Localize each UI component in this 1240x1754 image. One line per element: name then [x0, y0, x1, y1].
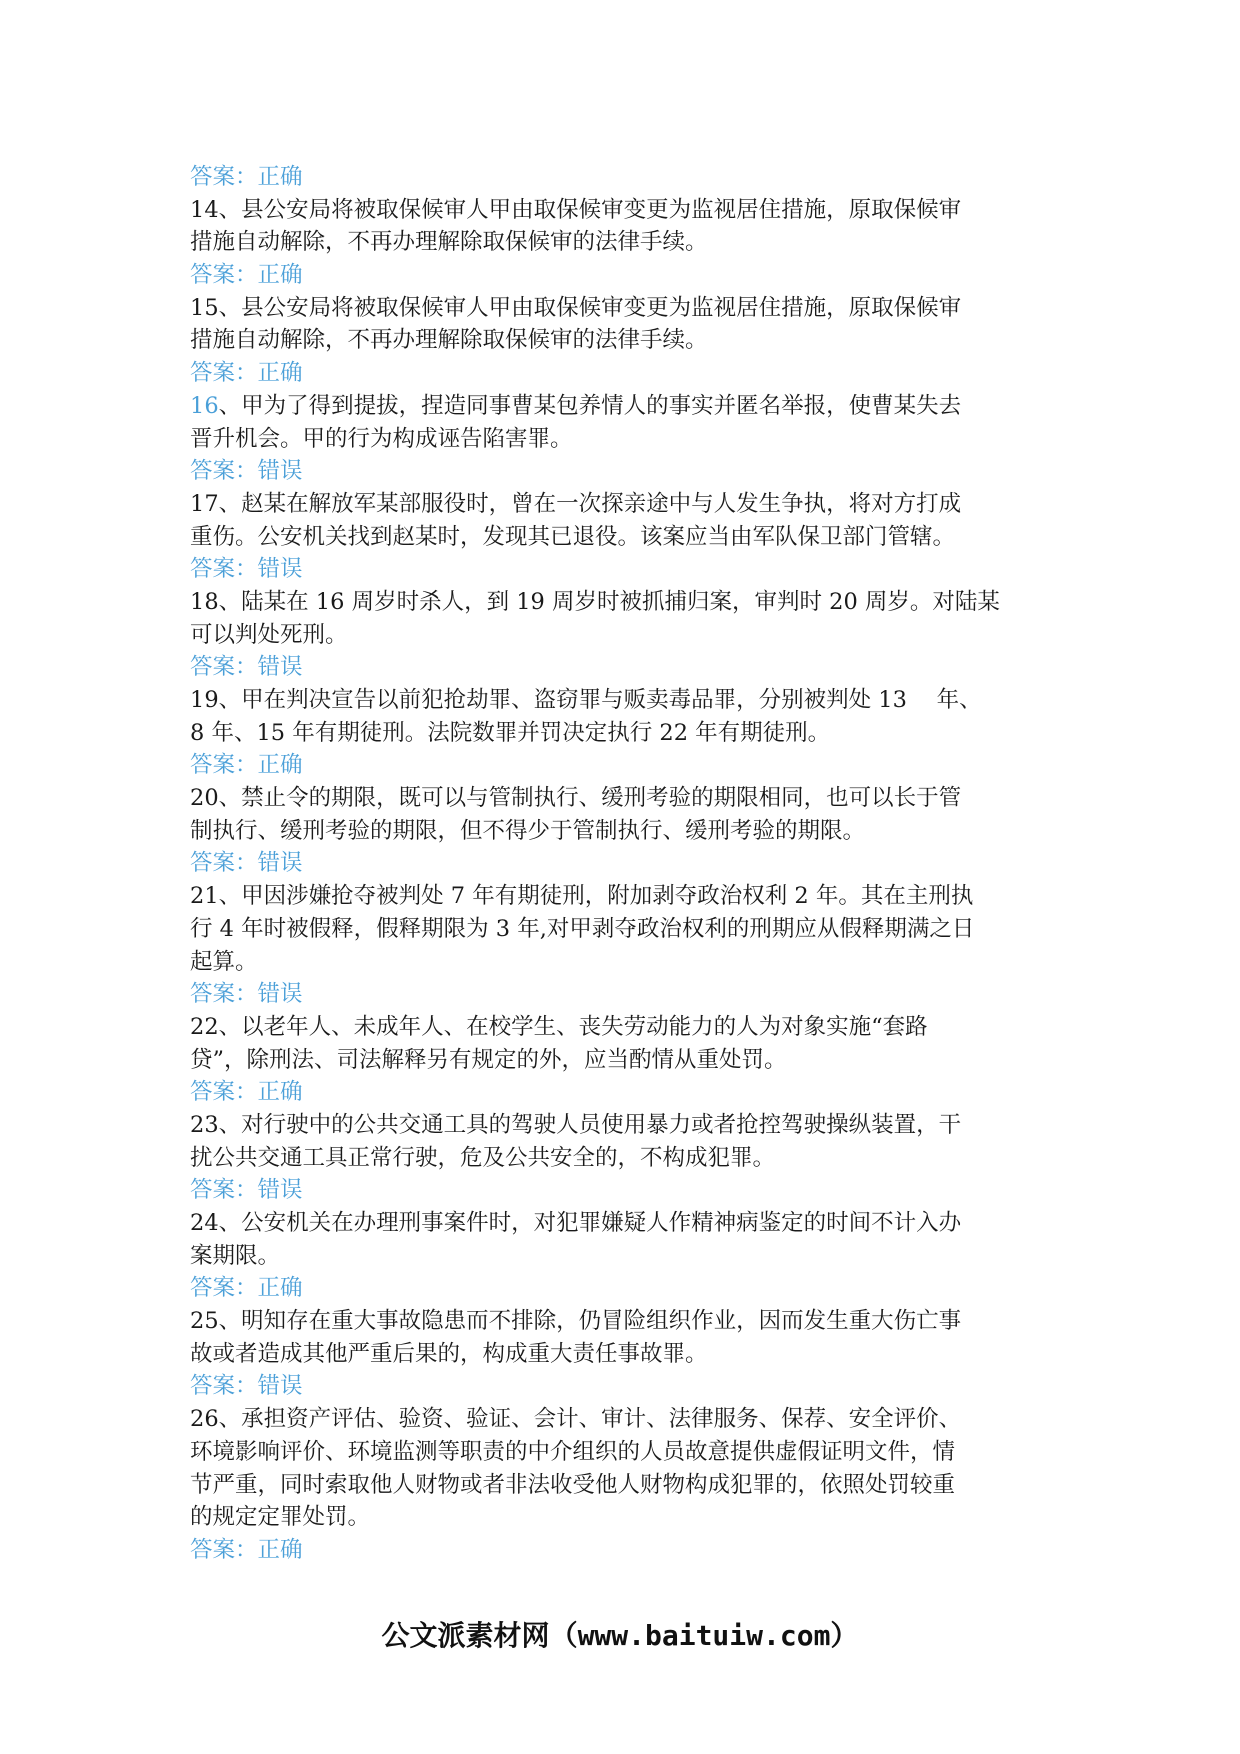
question-16-number: 16 [190, 392, 219, 419]
question-21-line-3: 起算。 [190, 948, 258, 975]
question-21-line-1: 21、甲因涉嫌抢夺被判处 7 年有期徒刑，附加剥夺政治权利 2 年。其在主刑执 [190, 883, 974, 910]
answer-25: 答案：错误 [190, 1373, 303, 1400]
question-19-line-2: 8 年、15 年有期徒刑。法院数罪并罚决定执行 22 年有期徒刑。 [190, 719, 831, 746]
question-14-line-1: 14、县公安局将被取保候审人甲由取保候审变更为监视居住措施，原取保候审 [190, 196, 962, 223]
question-list [190, 161, 1060, 1567]
question-25-line-2: 故或者造成其他严重后果的，构成重大责任事故罪。 [190, 1340, 708, 1367]
answer-18: 答案：错误 [190, 654, 303, 681]
question-26-line-3: 节严重，同时索取他人财物或者非法收受他人财物构成犯罪的，依照处罚较重 [190, 1471, 956, 1498]
question-26-line-1: 26、承担资产评估、验资、验证、会计、审计、法律服务、保荐、安全评价、 [190, 1406, 962, 1433]
question-16-line-2: 晋升机会。甲的行为构成诬告陷害罪。 [190, 425, 573, 452]
question-23-line-2: 扰公共交通工具正常行驶，危及公共安全的，不构成犯罪。 [190, 1144, 776, 1171]
answer-16: 答案：错误 [190, 458, 303, 485]
site-footer [0, 1616, 1240, 1656]
question-24-line-2: 案期限。 [190, 1242, 281, 1269]
question-26-line-2: 环境影响评价、环境监测等职责的中介组织的人员故意提供虚假证明文件，情 [190, 1438, 956, 1465]
answer-20: 答案：错误 [190, 850, 303, 877]
question-20-line-1: 20、禁止令的期限，既可以与管制执行、缓刑考验的期限相同，也可以长于管 [190, 785, 962, 812]
question-21-line-2: 行 4 年时被假释，假释期限为 3 年,对甲剥夺政治权利的刑期应从假释期满之日 [190, 915, 975, 942]
answer-26: 答案：正确 [190, 1536, 303, 1563]
answer-21: 答案：错误 [190, 981, 303, 1008]
question-17-line-1: 17、赵某在解放军某部服役时，曾在一次探亲途中与人发生争执，将对方打成 [190, 490, 962, 517]
question-24-line-1: 24、公安机关在办理刑事案件时，对犯罪嫌疑人作精神病鉴定的时间不计入办 [190, 1210, 962, 1236]
question-20-line-2: 制执行、缓刑考验的期限，但不得少于管制执行、缓刑考验的期限。 [190, 817, 866, 844]
question-14-line-2: 措施自动解除，不再办理解除取保候审的法律手续。 [190, 229, 708, 256]
answer-17: 答案：错误 [190, 556, 303, 583]
question-25-line-1: 25、明知存在重大事故隐患而不排除，仍冒险组织作业，因而发生重大伤亡事 [190, 1308, 962, 1335]
question-22-line-1: 22、以老年人、未成年人、在校学生、丧失劳动能力的人为对象实施“套路 [190, 1013, 928, 1040]
answer-14: 答案：正确 [190, 262, 303, 289]
answer-19: 答案：正确 [190, 752, 303, 779]
question-22-line-2: 贷”，除刑法、司法解释另有规定的外，应当酌情从重处罚。 [190, 1046, 787, 1073]
question-26-line-4: 的规定定罪处罚。 [190, 1504, 371, 1531]
question-23-line-1: 23、对行驶中的公共交通工具的驾驶人员使用暴力或者抢控驾驶操纵装置，干 [190, 1111, 962, 1138]
question-18-line-2: 可以判处死刑。 [190, 621, 348, 648]
footer-site-name: 公文派素材网 [381, 1619, 550, 1652]
question-16-text: 、甲为了得到提拔，捏造同事曹某包养情人的事实并匿名举报，使曹某失去 [218, 392, 962, 419]
answer-13: 答案：正确 [190, 164, 303, 190]
question-15-line-1: 15、县公安局将被取保候审人甲由取保候审变更为监视居住措施，原取保候审 [190, 294, 962, 321]
answer-22: 答案：正确 [190, 1079, 303, 1106]
question-18-line-1: 18、陆某在 16 周岁时杀人，到 19 周岁时被抓捕归案，审判时 20 周岁。对陆某 [190, 588, 1000, 615]
question-15-line-2: 措施自动解除，不再办理解除取保候审的法律手续。 [190, 327, 708, 354]
answer-15: 答案：正确 [190, 360, 303, 387]
question-19-line-1: 19、甲在判决宣告以前犯抢劫罪、盗窃罪与贩卖毒品罪，分别被判处 13 年、 [190, 687, 982, 713]
question-16-line-1 [190, 390, 1060, 423]
answer-23: 答案：错误 [190, 1177, 303, 1204]
answer-24: 答案：正确 [190, 1275, 303, 1302]
footer-site-url[interactable]: （www.baituiw.com） [549, 1619, 859, 1652]
question-17-line-2: 重伤。公安机关找到赵某时，发现其已退役。该案应当由军队保卫部门管辖。 [190, 523, 956, 550]
